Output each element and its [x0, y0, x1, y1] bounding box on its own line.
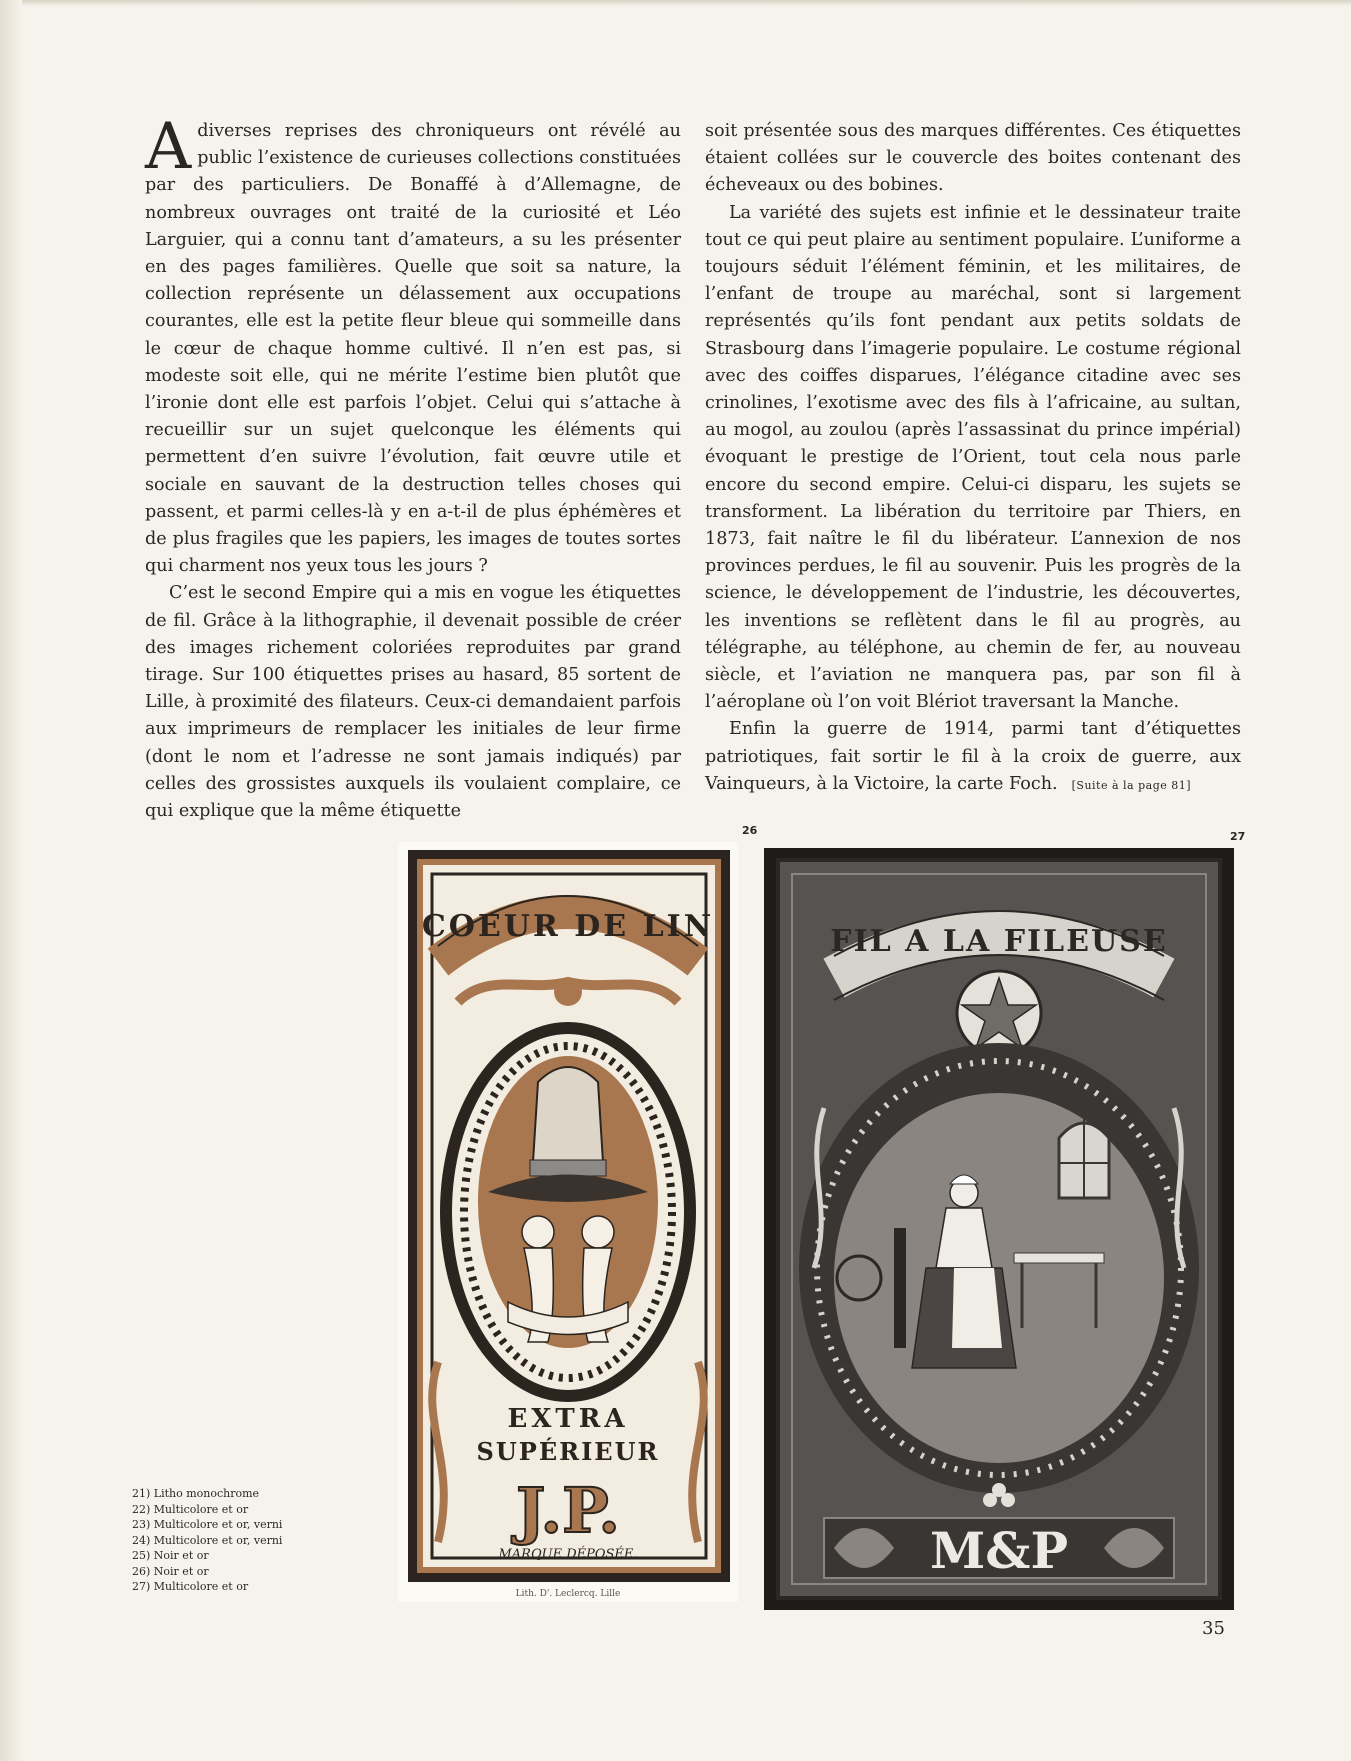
page-top-edge — [0, 0, 1351, 6]
caption-21: 21) Litho monochrome — [132, 1487, 260, 1500]
caption-25: 25) Noir et or — [132, 1549, 209, 1562]
label-26-printer: Lith. D'. Leclercq. Lille — [515, 1589, 621, 1599]
paragraph-5 — [705, 716, 1241, 799]
paragraph-1 — [145, 110, 681, 580]
label-27-title: FIL A LA FILEUSE — [830, 924, 1168, 959]
label-26-extra: EXTRA — [507, 1404, 629, 1434]
figure-27-label-fil-a-la-fileuse — [764, 848, 1234, 1610]
drop-cap: A — [145, 110, 192, 184]
paragraph-5-text: Enfin la guerre de 1914, parmi tant d’étiquettes patriotiques, fait sortir le fil à la croix de guerre, aux Vainqueurs, à la Victoire, la carte Foch. — [705, 719, 1241, 794]
label-26-title: COEUR DE LIN — [421, 909, 715, 944]
article-right-column — [705, 118, 1241, 799]
label-26-superieur: SUPÉRIEUR — [476, 1437, 660, 1466]
page-number: 35 — [1202, 1618, 1225, 1639]
caption-23: 23) Multicolore et or, verni — [132, 1518, 283, 1531]
paragraph-4: La variété des sujets est infinie et le dessinateur traite tout ce qui peut plaire au sentiment populaire. L’uniforme a toujours séduit l’élément féminin, et les militaires, de l’enfant de troupe au maréchal, sont si largement représentés qu’ils font pendant aux petits soldats de Strasbourg dans l’imagerie populaire. Le costume régional avec des coiffes disparues, l’élégance citadine avec ses crinolines, l’exotisme avec des fils à l’africaine, au sultan, au mogol, au zoulou (après l’assassinat du prince impérial) évoquant le prestige de l’Orient, tout cela nous parle encore du second empire. Celui-ci disparu, les sujets se transforment. La libération du territoire par Thiers, en 1873, fait naître le fil du libérateur. L’annexion de nos provinces perdues, le fil au souvenir. Puis les progrès de la science, le développement de l’industrie, les découvertes, les inventions se reflètent dans le fil au progrès, au télégraphe, au téléphone, au chemin de fer, au nouveau siècle, et l’aviation ne manquera pas, par son fil à l’aéroplane où l’on voit Blériot traversant la Manche. — [705, 202, 1241, 713]
page-binding-edge — [0, 0, 22, 1761]
paragraph-3: soit présentée sous des marques différentes. Ces étiquettes étaient collées sur le couvercle des boites contenant des écheveaux ou des bobines. — [705, 121, 1241, 196]
label-27-initials: M&P — [929, 1521, 1069, 1580]
caption-22: 22) Multicolore et or — [132, 1502, 249, 1516]
paragraph-2: C’est le second Empire qui a mis en vogue les étiquettes de fil. Grâce à la lithographie, il devenait possible de créer des images richement coloriées reproduites par grand tirage. Sur 100 étiquettes prises au hasard, 85 sortent de Lille, à proximité des filateurs. Ceux-ci demandaient parfois aux imprimeurs de remplacer les initiales de leur firme (dont le nom et l’adresse ne sont jamais indiqués) par celles des grossistes auxquels ils voulaient complaire, ce qui explique que la même étiquette — [145, 583, 681, 822]
label-26-mark: MARQUE DÉPOSÉE. — [498, 1547, 638, 1562]
figure-number-27: 27 — [1230, 830, 1246, 843]
paragraph-1-text: diverses reprises des chroniqueurs ont révélé au public l’existence de curieuses collections constituées par des particuliers. De Bonaffé à d’Allemagne, de nombreux ouvrages ont traité de la curiosité et Léo Larguier, qui a connu tant d’amateurs, a su les présenter en des pages familières. Quelle que soit sa nature, la collection représente un délassement aux occupations courantes, elle est la petite fleur bleue qui sommeille dans le cœur de chaque homme cultivé. Il n’en est pas, si modeste soit elle, qui ne mérite l’estime bien plutôt que l’ironie dont elle est parfois l’objet. Celui qui s’attache à recueillir sur un sujet quelconque les éléments qui permettent d’en suivre l’évolution, fait œuvre utile et sociale en sauvant de la destruction telles choses qui passent, et parmi celles-là y en a-t-il de plus éphémères et de plus fragiles que les papiers, les images de toutes sortes qui charment nos yeux tous les jours ? — [145, 121, 681, 577]
label-26-initials: J.P. — [515, 1474, 621, 1547]
continued-reference: [Suite à la page 81] — [1071, 778, 1192, 792]
caption-26: 26) Noir et or — [132, 1564, 209, 1578]
figure-number-26: 26 — [742, 824, 758, 837]
caption-27: 27) Multicolore et or — [132, 1580, 249, 1593]
figure-26-label-coeur-de-lin — [398, 842, 738, 1602]
caption-24: 24) Multicolore et or, verni — [132, 1533, 283, 1547]
figure-captions — [132, 1486, 282, 1595]
article-left-column — [145, 110, 681, 825]
